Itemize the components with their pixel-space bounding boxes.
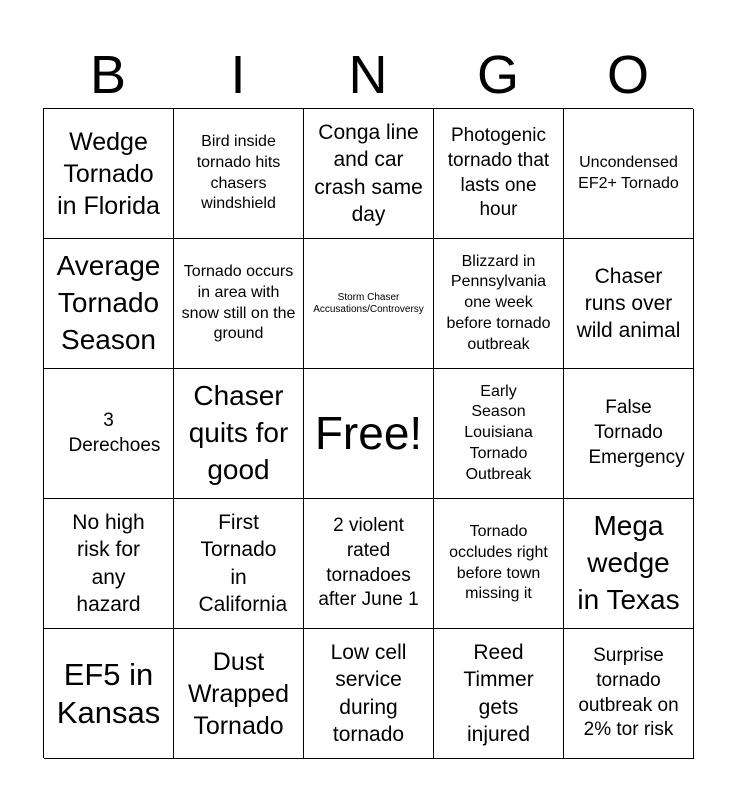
header-letter-g: G — [476, 45, 519, 105]
bingo-cell[interactable] — [174, 109, 304, 239]
bingo-cell[interactable] — [44, 109, 174, 239]
bingo-cell[interactable] — [564, 629, 694, 759]
cell-text: Wedge Tornado in Florida — [57, 127, 160, 220]
cell-text: Low cell service during tornado — [330, 640, 407, 746]
cell-text: Reed Timmer gets injured — [463, 640, 534, 746]
cell-text: Early Season Louisiana Tornado Outbreak — [464, 382, 533, 483]
cell-text: Bird inside tornado hits chasers windshield — [196, 132, 281, 213]
header-letter-o: O — [606, 45, 649, 105]
cell-text: Surprise tornado outbreak on 2% tor risk — [578, 645, 679, 741]
cell-text: First Tornado in California — [198, 510, 288, 616]
bingo-cell[interactable] — [174, 499, 304, 629]
cell-text: Conga line and car crash same day — [314, 120, 423, 226]
bingo-cell[interactable] — [174, 629, 304, 759]
bingo-cell[interactable] — [434, 239, 564, 369]
cell-text: Chaser quits for good — [188, 380, 289, 485]
bingo-cell[interactable] — [434, 629, 564, 759]
bingo-cell[interactable] — [304, 109, 434, 239]
cell-text: Chaser runs over wild animal — [576, 264, 681, 343]
cell-text: Storm Chaser Accusations/Controversy — [313, 292, 424, 315]
cell-text: EF5 in Kansas — [56, 657, 161, 730]
bingo-cell[interactable] — [564, 499, 694, 629]
bingo-cell[interactable] — [564, 239, 694, 369]
bingo-cell[interactable] — [434, 369, 564, 499]
cell-text: Dust Wrapped Tornado — [188, 647, 289, 740]
header-letter-i: I — [230, 45, 246, 105]
free-space[interactable] — [304, 369, 434, 499]
cell-text: Photogenic tornado that lasts one hour — [447, 125, 550, 221]
bingo-cell[interactable] — [304, 239, 434, 369]
bingo-cell[interactable] — [304, 499, 434, 629]
bingo-cell[interactable] — [174, 239, 304, 369]
bingo-cell[interactable] — [564, 369, 694, 499]
bingo-cell[interactable] — [44, 239, 174, 369]
cell-text: No high risk for any hazard — [72, 510, 145, 616]
cell-text: False Tornado Emergency — [588, 397, 685, 468]
bingo-grid — [43, 108, 693, 758]
bingo-header — [43, 42, 693, 108]
header-letter-b: B — [89, 45, 127, 105]
bingo-cell[interactable] — [434, 499, 564, 629]
header-letter-n: N — [348, 45, 388, 105]
cell-text: Average Tornado Season — [56, 250, 161, 355]
bingo-cell[interactable] — [564, 109, 694, 239]
free-space-label: Free! — [314, 407, 423, 460]
cell-text: Tornado occurs in area with snow still on the ground — [181, 262, 296, 343]
cell-text: Tornado occludes right before town missing it — [449, 522, 548, 603]
bingo-cell[interactable] — [44, 499, 174, 629]
bingo-cell[interactable] — [174, 369, 304, 499]
bingo-cell[interactable] — [44, 369, 174, 499]
cell-text: Mega wedge in Texas — [577, 510, 680, 615]
cell-text: 2 violent rated tornadoes after June 1 — [318, 515, 419, 611]
cell-text: Uncondensed EF2+ Tornado — [578, 153, 679, 192]
cell-text: 3 Derechoes — [68, 409, 161, 456]
bingo-cell[interactable] — [44, 629, 174, 759]
bingo-cell[interactable] — [434, 109, 564, 239]
bingo-cell[interactable] — [304, 629, 434, 759]
cell-text: Blizzard in Pennsylvania one week before tornado outbreak — [446, 252, 551, 353]
